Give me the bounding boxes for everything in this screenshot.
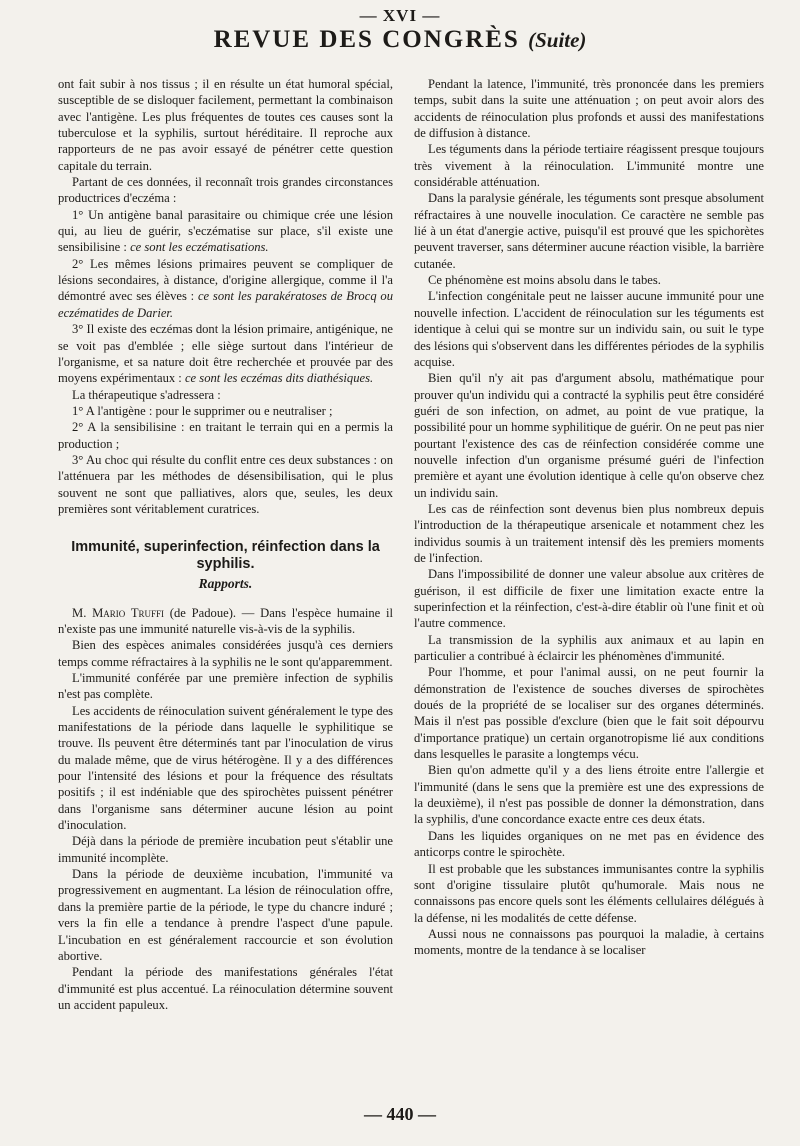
paragraph (58, 605, 393, 638)
running-header (0, 26, 800, 54)
list-item-emphasis: ce sont les eczématisations. (130, 240, 269, 255)
paragraph: ont fait subir à nos tissus ; il en résulte un état humoral spécial, susceptible de se disloquer facilement, permettant la combinaison avec l'antigène. Les plus fréquentes de toutes ces causes sont la tuberculose et la syphilis, surtout héréditaire. Il reproche aux rapporteurs de ne pas avoir essayé de pénétrer cette question capitale du terrain. (58, 77, 393, 173)
paragraph: Dans la période de deuxième incubation, l'immunité va progressivement en augmentant. La lésion de réinoculation offre, dans la première partie de la période, le type du chancre induré ; vers la fin elle a tendance à prendre l'aspect d'une papule. L'incubation en est généralement raccourcie et son évolution abortive. (58, 867, 393, 963)
paragraph: Ce phénomène est moins absolu dans le tabes. (428, 273, 661, 288)
list-item (58, 207, 393, 256)
paragraph: Les accidents de réinoculation suivent généralement le type des manifestations de la période dans laquelle le syphilitique se trouve. Ils peuvent être déterminés tant par l'inoculation de virus du malade même, que de virus hétérogène. Il y a des différences pour l'intensité des lésions et pour la fréquence des résultats positifs ; il est indéniable que des spirochètes puissent pénétrer dans l'organisme sans déterminer aucune lésion au point d'inoculation. (58, 703, 393, 833)
paragraph: La transmission de la syphilis aux animaux et au lapin en particulier a contribué à éclaircir les phénomènes d'immunité. (414, 632, 764, 664)
list-item-text: 3° Il existe des eczémas dont la lésion primaire, antigénique, ne se voit pas d'emblée ; elle siège surtout dans l'intérieur de l'organisme, et sa nature doit être recherchée et prouvée par des moyens expérimentaux : (58, 322, 393, 386)
paragraph: Pendant la latence, l'immunité, très prononcée dans les premiers temps, subit dans la suite une atténuation ; on peut avoir alors des accidents de réinoculation plus profonds et aussi des manifestations de diffusion à distance. (414, 77, 764, 141)
paragraph: Pour l'homme, et pour l'animal aussi, on ne peut fournir la démonstration de l'existence de souches diverses de spirochètes doués de la propriété de se localiser sur des organes déterminés. Mais il n'est pas possible d'exclure (bien que le fait soit dépourvu d'importance pratique) un certain organotropisme lié aux conditions dans lesquelles le parasite a longtemps vécu. (414, 665, 764, 762)
paragraph: Déjà dans la période de première incubation peut s'établir une immunité incomplète. (58, 834, 393, 865)
author-text: (de Padoue). — Dans l'espèce humaine il n'existe pas une immunité naturelle vis-à-vis de la syphilis. (58, 605, 393, 636)
list-item-emphasis: ce sont les parakératoses de Brocq ou eczématides de Darier. (58, 289, 394, 320)
list-item: 2° A la sensibilisine : en traitant le terrain qui en a permis la production ; (58, 420, 393, 451)
right-column (414, 76, 764, 959)
author-name: M. Mario Truffi (72, 605, 165, 620)
list-item-text: 2° Les mêmes lésions primaires peuvent se compliquer de lésions secondaires, à distance, d'origine allergique, comme il l'a démontré avec ses élèves : (58, 256, 393, 304)
paragraph: Il est probable que les substances immunisantes contre la syphilis sont d'origine tissulaire plutôt qu'humorale. Mais nous ne connaissons pas encore quels sont les éléments cellulaires délégués à la défense, ni les modalités de cette défense. (414, 861, 764, 925)
journal-title-suite: (Suite) (528, 28, 587, 52)
paragraph: Bien des espèces animales considérées jusqu'à ces derniers temps comme réfractaires à la syphilis ne le sont qu'apparemment. (58, 638, 393, 669)
section-subtitle: Rapports. (198, 576, 253, 592)
paragraph: Bien qu'il n'y ait pas d'argument absolu, mathématique pour prouver qu'un individu qui a contracté la syphilis peut être considéré guéri de son infection, on admet, au point de vue pratique, la possibilité pour un homme syphilitique de guérir. On ne peut pas nier pourtant l'existence des cas de réinfection considérée comme une nouvelle infection d'un organisme présumé guéri de l'infection première et ayant une évolution identique à celle qu'on observe chez un individu sain. (414, 371, 764, 500)
list-item-text: 1° Un antigène banal parasitaire ou chimique crée une lésion qui, au lieu de guérir, s'eczématise sur place, s'il existe une sensibilisine : (58, 207, 393, 255)
list-item (58, 256, 393, 321)
left-column (58, 76, 393, 1013)
paragraph: Dans la paralysie générale, les téguments sont presque absolument réfractaires à une nouvelle inoculation. Ce caractère ne semble pas lié à un état d'anergie active, puisqu'il est prouvé que les spichorètes peuvent traverser, sans déterminer aucune réaction visible, la barrière cutanée. (414, 191, 764, 271)
list-item: 1° A l'antigène : pour le supprimer ou e neutraliser ; (72, 403, 333, 418)
paragraph: Bien qu'on admette qu'il y a des liens étroite entre l'allergie et l'immunité (dans le sens que la première est une des expressions de la deuxième), il n'est pas possible de donner la démonstration, dans la syphilis, d'une concordance exacte entre ces deux états. (414, 763, 764, 827)
paragraph: Dans l'impossibilité de donner une valeur absolue aux critères de guérison, il est difficile de fixer une limitation exacte entre la superinfection et la réinfection, c'est-à-dire établir où l'une finit et où l'autre commence. (414, 567, 764, 631)
paragraph: Aussi nous ne connaissons pas pourquoi la maladie, à certains moments, montre de la tendance à se localiser (414, 926, 764, 958)
list-item-emphasis: ce sont les eczémas dits diathésiques. (184, 371, 374, 386)
paragraph: Les cas de réinfection sont devenus bien plus nombreux depuis l'introduction de la thérapeutique arsenicale et notamment chez les individus soumis à un traitement intensif dès les premiers moments de l'infection. (414, 501, 764, 565)
paragraph: La thérapeutique s'adressera : (72, 387, 221, 402)
paragraph: Partant de ces données, il reconnaît trois grandes circonstances productrices d'eczéma : (58, 175, 393, 206)
section-title: Immunité, superinfection, réinfection dans la syphilis. (71, 539, 380, 573)
roman-page-number: — XVI — (359, 6, 441, 25)
journal-title: REVUE DES CONGRÈS (213, 26, 520, 53)
list-item (58, 321, 393, 386)
paragraph: L'infection congénitale peut ne laisser aucune immunité pour une nouvelle infection. L'accident de réinoculation sur les téguments est identique à celui qui se montre sur un individu sain, ou suit le type des lésions qui s'observent dans les différentes périodes de la syphilis acquise. (414, 289, 764, 369)
paragraph: L'immunité conférée par une première infection de syphilis n'est pas complète. (58, 671, 393, 702)
paragraph: Les téguments dans la période tertiaire réagissent presque toujours très vivement à la réinoculation. L'immunité montre une considérable atténuation. (414, 142, 764, 190)
paragraph: Pendant la période des manifestations générales l'état d'immunité est plus accentué. La réinoculation détermine souvent un accident papuleux. (58, 965, 393, 1012)
paragraph: Dans les liquides organiques on ne met pas en évidence des anticorps contre le spirochète. (414, 828, 764, 860)
page-number: — 440 — (364, 1104, 436, 1124)
list-item: 3° Au choc qui résulte du conflit entre ces deux substances : on l'atténuera par les méthodes de désensibilisation, qui le plus souvent ne sont que palliatives, alors que, seules, les deux premières sont véritablement curatrices. (58, 452, 393, 516)
